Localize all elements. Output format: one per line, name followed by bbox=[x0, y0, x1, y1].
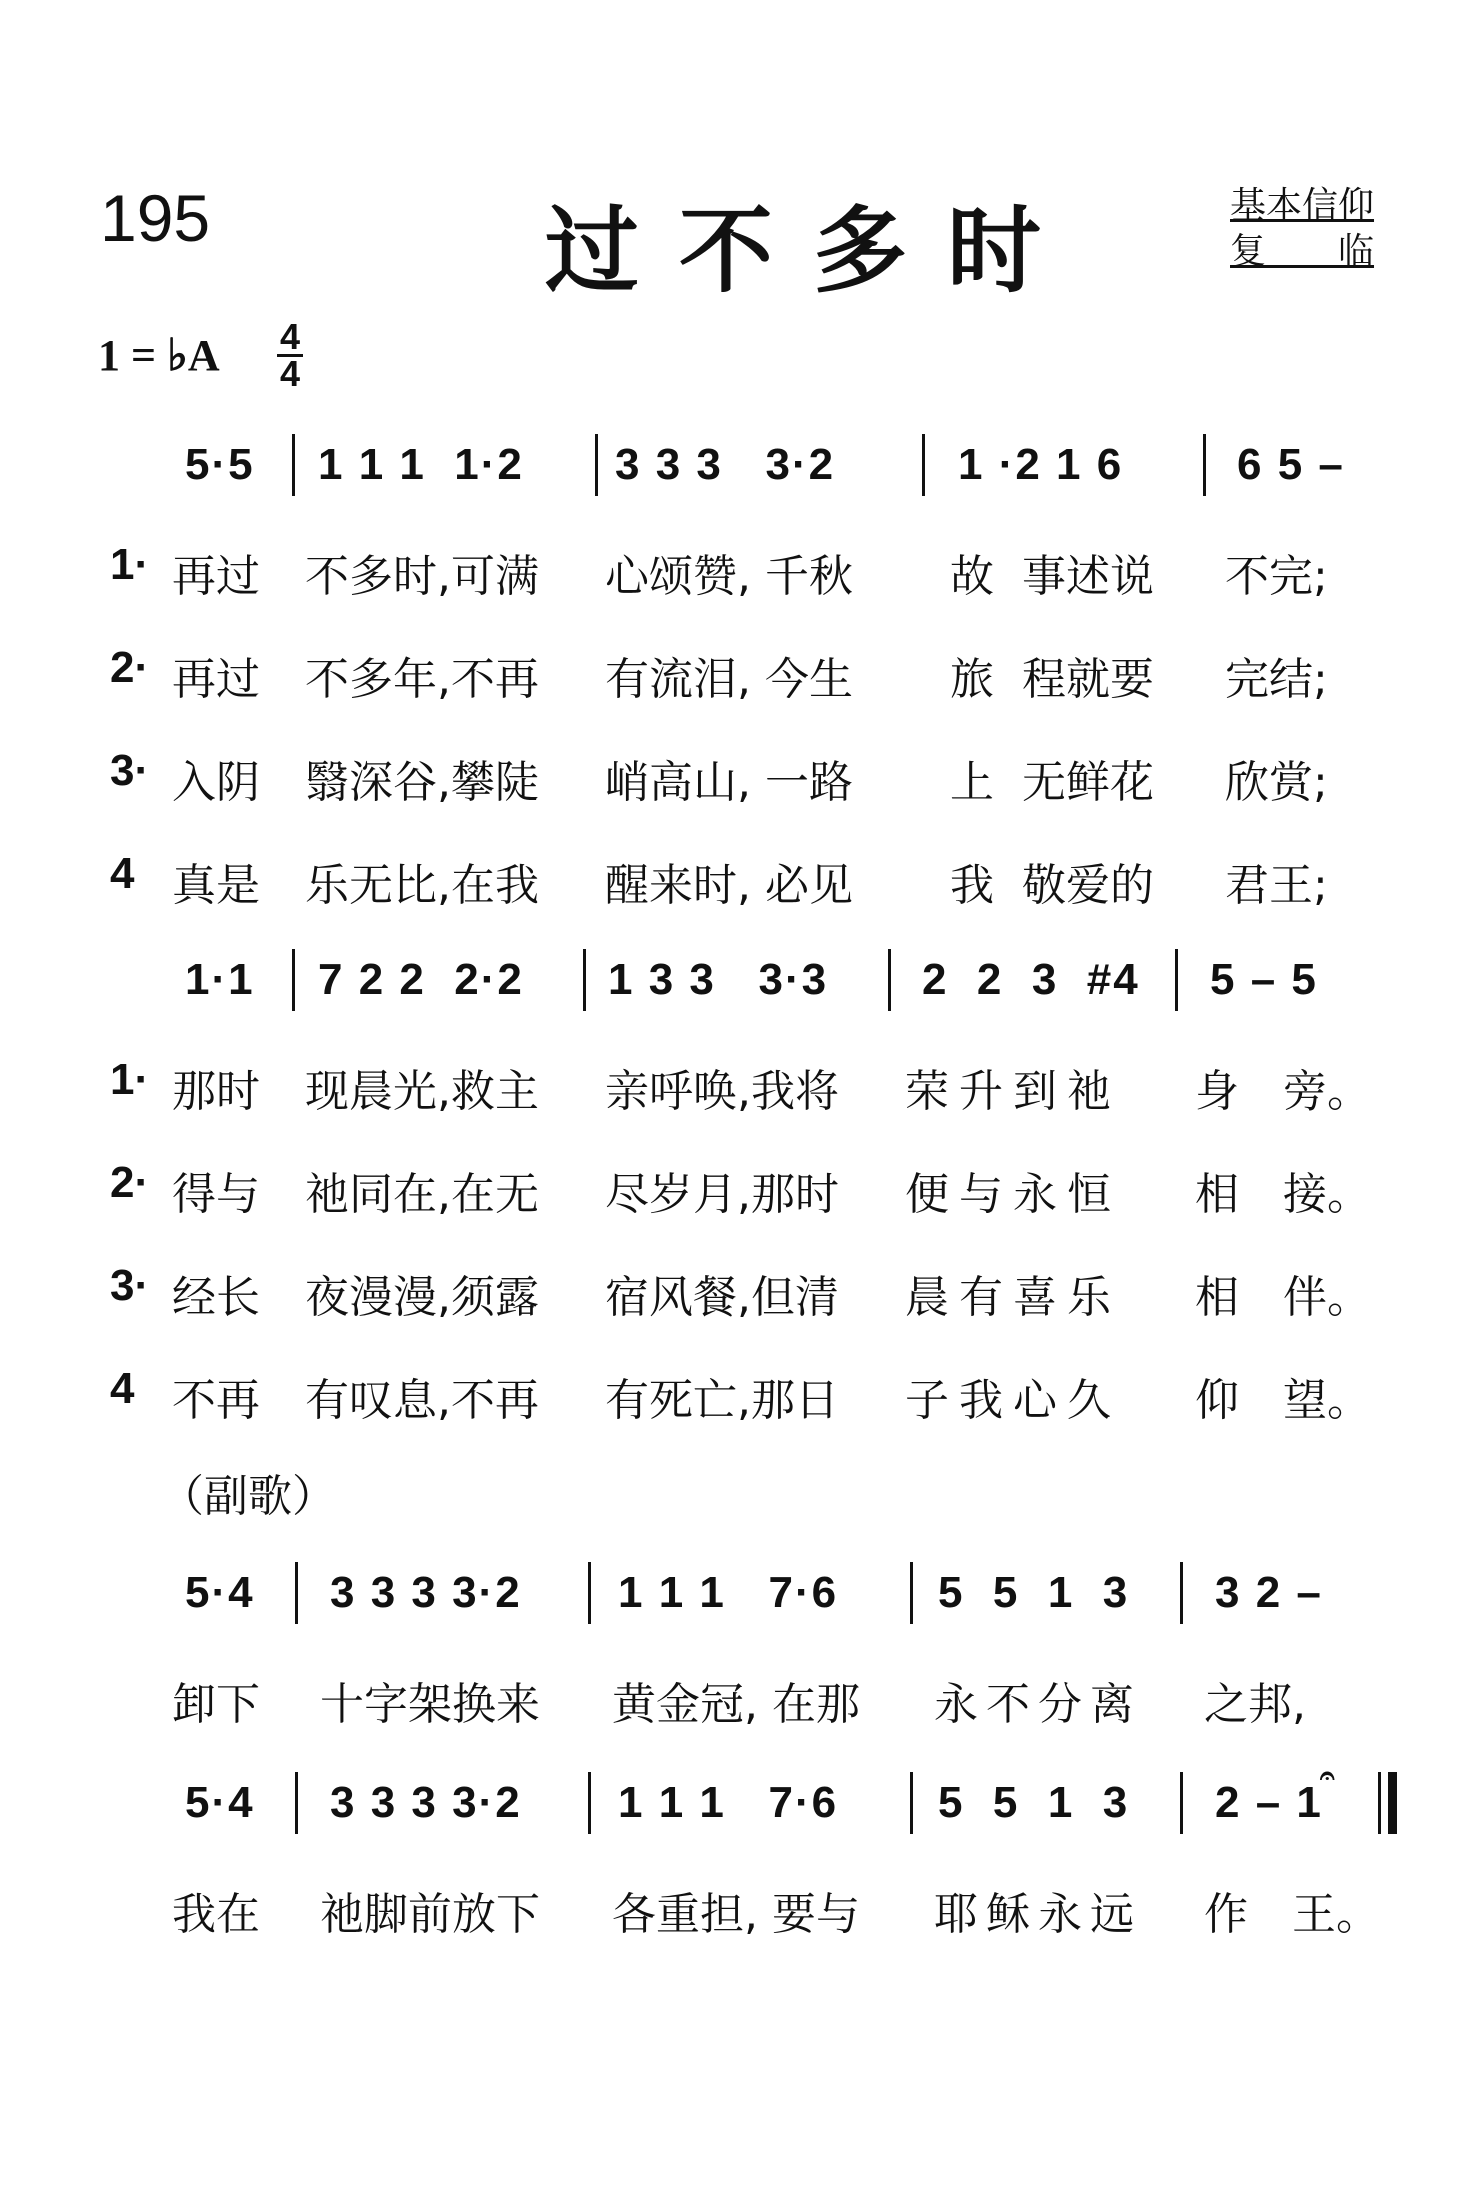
bar-line bbox=[922, 434, 925, 496]
chorus-lyric-line-1 bbox=[172, 1668, 1452, 1728]
lyric-seg: 十字架换来 bbox=[320, 1679, 540, 1730]
lyric-seg: 夜漫漫,须露 bbox=[305, 1272, 539, 1323]
time-signature bbox=[275, 316, 305, 394]
final-bar-thin bbox=[1378, 1772, 1381, 1834]
verse-number: 3· bbox=[110, 1261, 150, 1310]
measure: 3 3 3 3·2 bbox=[330, 1778, 522, 1827]
lyric-line bbox=[110, 1055, 1450, 1115]
measure: 5 5 1 3 bbox=[938, 1778, 1130, 1827]
lyric-seg: 乐无比,在我 bbox=[305, 860, 539, 911]
music-row-1 bbox=[0, 440, 1476, 500]
lyric-seg: 相 接。 bbox=[1195, 1169, 1371, 1220]
measure: 1 1 1 1·2 bbox=[318, 440, 524, 489]
lyric-seg: 黄金冠, 在那 bbox=[612, 1679, 860, 1730]
bar-line bbox=[292, 434, 295, 496]
bar-line bbox=[910, 1562, 913, 1624]
lyric-seg: 卸下 bbox=[172, 1679, 260, 1730]
lyric-seg: 得与 bbox=[172, 1169, 260, 1220]
chorus-music-row-1 bbox=[0, 1568, 1476, 1628]
measure: 5 5 1 3 bbox=[938, 1568, 1130, 1617]
measure: 5·5 bbox=[185, 440, 255, 489]
lyric-seg: 宿风餐,但清 bbox=[605, 1272, 839, 1323]
lyric-line bbox=[110, 1364, 1450, 1424]
measure: 7 2 2 2·2 bbox=[318, 955, 524, 1004]
category-line-2: 复 临 bbox=[1230, 231, 1375, 272]
lyric-seg: 翳深谷,攀陡 bbox=[305, 757, 539, 808]
lyric-seg: 心颂赞, 千秋 bbox=[605, 551, 853, 602]
lyric-line bbox=[110, 849, 1450, 909]
lyric-seg: 不完; bbox=[1225, 551, 1328, 602]
lyric-seg: 故 事述说 bbox=[950, 551, 1154, 602]
measure: 1·1 bbox=[185, 955, 255, 1004]
lyric-seg: 身 旁。 bbox=[1195, 1066, 1371, 1117]
measure: 5·4 bbox=[185, 1568, 255, 1617]
measure: 3 3 3 3·2 bbox=[615, 440, 836, 489]
verse-number: 4 bbox=[110, 849, 135, 898]
lyric-seg: 我在 bbox=[172, 1889, 260, 1940]
lyric-seg: 子我心久 bbox=[905, 1375, 1121, 1426]
chorus-lyric-line-2 bbox=[172, 1878, 1452, 1938]
lyric-seg: 上 无鲜花 bbox=[950, 757, 1154, 808]
lyric-seg: 欣赏; bbox=[1225, 757, 1328, 808]
lyric-seg: 耶稣永远 bbox=[934, 1889, 1142, 1940]
bar-line bbox=[588, 1772, 591, 1834]
bar-line bbox=[910, 1772, 913, 1834]
measure: 1 3 3 3·3 bbox=[608, 955, 829, 1004]
key-signature: 1 = ♭A bbox=[98, 331, 220, 380]
lyric-seg: 入阴 bbox=[172, 757, 260, 808]
lyric-seg: 经长 bbox=[172, 1272, 260, 1323]
measure: 1 ·2 1 6 bbox=[958, 440, 1124, 489]
lyric-seg: 之邦, bbox=[1204, 1679, 1306, 1730]
lyric-seg: 不多时,可满 bbox=[305, 551, 539, 602]
lyric-seg: 旅 程就要 bbox=[950, 654, 1154, 705]
bar-line bbox=[295, 1562, 298, 1624]
lyric-seg: 不多年,不再 bbox=[305, 654, 539, 705]
lyric-seg: 醒来时, 必见 bbox=[605, 860, 853, 911]
lyric-seg: 荣升到祂 bbox=[905, 1066, 1121, 1117]
bar-line bbox=[583, 949, 586, 1011]
lyric-seg: 永不分离 bbox=[934, 1679, 1142, 1730]
lyric-seg: 再过 bbox=[172, 551, 260, 602]
lyric-seg: 晨有喜乐 bbox=[905, 1272, 1121, 1323]
measure: 3 2 – bbox=[1215, 1568, 1323, 1617]
verse-number: 4 bbox=[110, 1364, 135, 1413]
lyric-seg: 各重担, 要与 bbox=[612, 1889, 860, 1940]
verse-number: 1· bbox=[110, 540, 150, 589]
final-bar-thick bbox=[1388, 1772, 1397, 1834]
lyric-line bbox=[110, 540, 1450, 600]
time-signature-top: 4 bbox=[279, 316, 301, 357]
bar-line bbox=[595, 434, 598, 496]
bar-line bbox=[1180, 1772, 1183, 1834]
lyric-seg: 祂同在,在无 bbox=[305, 1169, 539, 1220]
bar-line bbox=[292, 949, 295, 1011]
lyric-line bbox=[110, 1158, 1450, 1218]
lyric-seg: 再过 bbox=[172, 654, 260, 705]
chorus-label: （副歌） bbox=[160, 1471, 336, 1522]
bar-line bbox=[888, 949, 891, 1011]
measure: 5 – 5 bbox=[1210, 955, 1318, 1004]
lyric-seg: 祂脚前放下 bbox=[320, 1889, 540, 1940]
lyric-seg: 亲呼唤,我将 bbox=[605, 1066, 839, 1117]
lyric-seg: 尽岁月,那时 bbox=[605, 1169, 839, 1220]
measure: 5·4 bbox=[185, 1778, 255, 1827]
measure: 6 5 – bbox=[1237, 440, 1345, 489]
lyric-line bbox=[110, 1261, 1450, 1321]
fermata-icon: 𝄐 bbox=[1320, 1760, 1335, 1790]
bar-line bbox=[295, 1772, 298, 1834]
lyric-seg: 那时 bbox=[172, 1066, 260, 1117]
bar-line bbox=[1180, 1562, 1183, 1624]
lyric-seg: 不再 bbox=[172, 1375, 260, 1426]
measure: 2 – 1 bbox=[1215, 1778, 1323, 1827]
time-signature-bottom: 4 bbox=[279, 353, 301, 394]
chorus-music-row-2 bbox=[0, 1760, 1476, 1838]
lyric-seg: 峭高山, 一路 bbox=[605, 757, 853, 808]
lyric-seg: 君王; bbox=[1225, 860, 1328, 911]
hymn-number: 195 bbox=[100, 181, 211, 255]
lyric-seg: 作 王。 bbox=[1204, 1889, 1380, 1940]
lyric-line bbox=[110, 746, 1450, 806]
lyric-seg: 真是 bbox=[172, 860, 260, 911]
lyric-line bbox=[110, 643, 1450, 703]
hymn-title: 过不多时 bbox=[545, 197, 1082, 306]
measure: 2 2 3 #4 bbox=[922, 955, 1140, 1004]
lyric-seg: 完结; bbox=[1225, 654, 1328, 705]
category-line-1: 基本信仰 bbox=[1230, 185, 1375, 226]
lyric-seg: 相 伴。 bbox=[1195, 1272, 1371, 1323]
measure: 3 3 3 3·2 bbox=[330, 1568, 522, 1617]
bar-line bbox=[1203, 434, 1206, 496]
verse-number: 2· bbox=[110, 1158, 150, 1207]
lyric-seg: 有叹息,不再 bbox=[305, 1375, 539, 1426]
bar-line bbox=[1175, 949, 1178, 1011]
measure: 1 1 1 7·6 bbox=[618, 1568, 839, 1617]
lyric-seg: 现晨光,救主 bbox=[305, 1066, 539, 1117]
lyric-seg: 便与永恒 bbox=[905, 1169, 1121, 1220]
bar-line bbox=[588, 1562, 591, 1624]
lyric-seg: 有死亡,那日 bbox=[605, 1375, 839, 1426]
lyric-seg: 有流泪, 今生 bbox=[605, 654, 853, 705]
music-row-2 bbox=[0, 955, 1476, 1015]
measure: 1 1 1 7·6 bbox=[618, 1778, 839, 1827]
verse-number: 1· bbox=[110, 1055, 150, 1104]
category-label bbox=[1230, 183, 1374, 275]
lyric-seg: 我 敬爱的 bbox=[950, 860, 1154, 911]
lyric-seg: 仰 望。 bbox=[1195, 1375, 1371, 1426]
verse-number: 3· bbox=[110, 746, 150, 795]
verse-number: 2· bbox=[110, 643, 150, 692]
